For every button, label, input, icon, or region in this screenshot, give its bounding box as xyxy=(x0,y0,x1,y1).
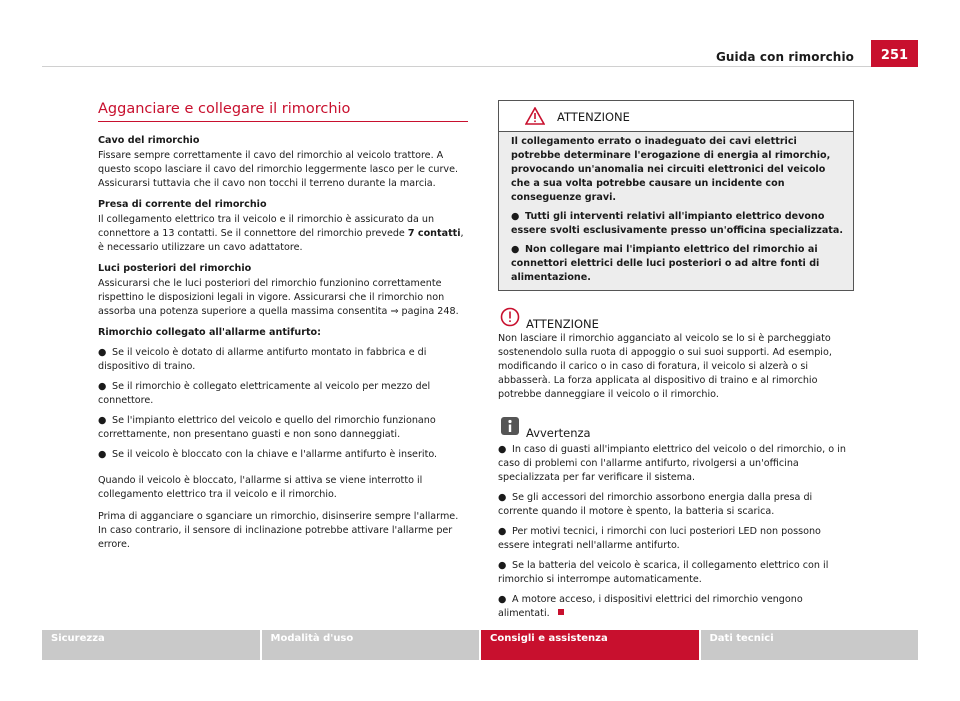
title-rule xyxy=(98,121,468,122)
note-list-item: ● Se la batteria del veicolo è scarica, il collegamento elettrico con il rimorchio si interrompe automaticamente. xyxy=(498,560,829,585)
allarme-heading: Rimorchio collegato all'allarme antifurto: xyxy=(98,327,321,338)
tab-dati-tecnici[interactable]: Dati tecnici xyxy=(701,630,919,660)
end-marker xyxy=(558,609,564,615)
section-title: Agganciare e collegare il rimorchio xyxy=(98,101,351,117)
presa-text-b: , è necessario utilizzare un cavo adattatore. xyxy=(98,228,464,253)
warning-triangle-icon xyxy=(525,107,545,125)
caution-title: ATTENZIONE xyxy=(526,317,599,331)
note-section xyxy=(498,416,854,621)
presa-bold: 7 contatti xyxy=(407,228,461,239)
header-rule xyxy=(42,66,918,67)
warning-header xyxy=(499,101,853,132)
cavo-text: Fissare sempre correttamente il cavo del rimorchio al veicolo trattore. A questo scopo lasciare il cavo del rimorchio leggermente lasco per le curve. Assicurarsi tuttavia che il cavo non tocchi il terreno durante la marcia. xyxy=(98,150,459,189)
note-list-item: ● Per motivi tecnici, i rimorchi con luci posteriori LED non possono essere integrati nell'allarme antifurto. xyxy=(498,526,821,551)
right-column xyxy=(498,100,854,621)
list-item: ● Se il veicolo è bloccato con la chiave e l'allarme antifurto è inserito. xyxy=(98,449,438,460)
tab-sicurezza[interactable]: Sicurezza xyxy=(42,630,260,660)
luci-text: Assicurarsi che le luci posteriori del rimorchio funzionino correttamente rispettino le disposizioni legali in vigore. Assicurarsi che il rimorchio non assorba una potenza superiore a quella massima consentita ⇒ pagina 248. xyxy=(98,278,459,317)
left-column xyxy=(98,100,468,552)
caution-text: Non lasciare il rimorchio agganciato al veicolo se lo si è parcheggiato sostenendolo sulla ruota di appoggio o sui suoi supporti. Ad esempio, modificando il carico o in caso di foratura, il veicolo si alzerà o si abbasserà. La forza applicata al dispositivo di traino e al rimorchio potrebbe danneggiare il veicolo o il rimorchio. xyxy=(498,333,832,400)
cavo-heading: Cavo del rimorchio xyxy=(98,135,200,146)
footer-nav xyxy=(42,630,918,660)
tab-modalita-uso[interactable]: Modalità d'uso xyxy=(262,630,480,660)
warning-text: Il collegamento errato o inadeguato dei cavi elettrici potrebbe determinare l'erogazione di energia al rimorchio, provocando un'anomalia nei circuiti elettronici del veicolo che a sua volta potrebbe causare un incidente con conseguenze gravi. xyxy=(511,136,831,203)
note-list-item: ● In caso di guasti all'impianto elettrico del veicolo o del rimorchio, o in caso di problemi con l'allarme antifurto, rivolgersi a un'officina specializzata per far verificare il sistema. xyxy=(498,444,846,483)
luci-heading: Luci posteriori del rimorchio xyxy=(98,263,252,274)
warning-body xyxy=(499,132,853,290)
paragraph-1: Quando il veicolo è bloccato, l'allarme si attiva se viene interrotto il collegamento elettrico tra il veicolo e il rimorchio. xyxy=(98,475,423,500)
list-item: ● Se l'impianto elettrico del veicolo e quello del rimorchio funzionano correttamente, non presentano guasti e non sono danneggiati. xyxy=(98,415,436,440)
running-title: Guida con rimorchio xyxy=(715,50,854,64)
caution-section xyxy=(498,307,854,402)
caution-icon xyxy=(500,307,520,327)
page-number: 251 xyxy=(871,40,918,67)
presa-text-a: Il collegamento elettrico tra il veicolo e il rimorchio è assicurato da un connettore a 13 contatti. Se il connettore del rimorchio prevede xyxy=(98,214,435,239)
warning-list-item: ● Non collegare mai l'impianto elettrico del rimorchio ai connettori elettrici delle luci posteriori o ad altre fonti di alimentazione. xyxy=(511,244,820,283)
list-item: ● Se il veicolo è dotato di allarme antifurto montato in fabbrica e di dispositivo di traino. xyxy=(98,347,427,372)
tab-consigli-assistenza[interactable]: Consigli e assistenza xyxy=(481,630,699,660)
note-list-item: ● Se gli accessori del rimorchio assorbono energia dalla presa di corrente quando il motore è spento, la batteria si scarica. xyxy=(498,492,813,517)
presa-text xyxy=(98,213,468,255)
note-list-item: ● A motore acceso, i dispositivi elettrici del rimorchio vengono alimentati. xyxy=(498,594,803,619)
warning-box xyxy=(498,100,854,291)
presa-heading: Presa di corrente del rimorchio xyxy=(98,199,267,210)
info-icon xyxy=(500,416,520,436)
paragraph-2: Prima di agganciare o sganciare un rimorchio, disinserire sempre l'allarme. In caso contrario, il sensore di inclinazione potrebbe attivare l'allarme per errore. xyxy=(98,511,459,550)
note-title: Avvertenza xyxy=(526,426,591,440)
list-item: ● Se il rimorchio è collegato elettricamente al veicolo per mezzo del connettore. xyxy=(98,381,431,406)
warning-title: ATTENZIONE xyxy=(557,110,630,124)
warning-list-item: ● Tutti gli interventi relativi all'impianto elettrico devono essere svolti esclusivamente presso un'officina specializzata. xyxy=(511,211,844,236)
